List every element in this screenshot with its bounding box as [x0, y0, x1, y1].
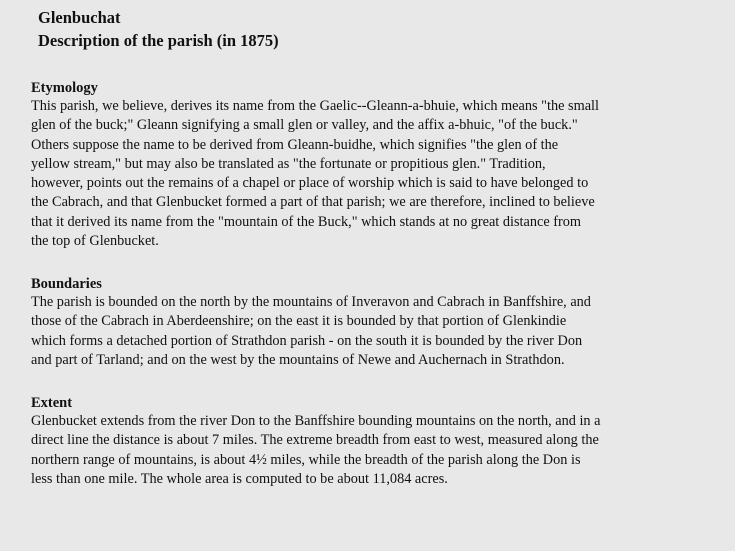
- section-boundaries: [31, 275, 721, 370]
- section-body-extent: Glenbucket extends from the river Don to the Banffshire bounding mountains on the north, and in a direct line the distance is about 7 miles. The extreme breadth from east to west, measured along the northern range of mountains, is about 4½ miles, while the breadth of the parish along the Don is less than one mile. The whole area is computed to be about 11,084 acres.: [31, 413, 601, 487]
- section-heading-etymology: Etymology: [31, 80, 98, 96]
- section-body-etymology: This parish, we believe, derives its name from the Gaelic--Gleann-a-bhuie, which means "the small glen of the buck;" Gleann signifying a small glen or valley, and the affix a-bhuic, "of the buck." Others suppose the name to be derived from Gleann-buidhe, which signifies "the glen of the yellow stream," but may also be translated as "the fortunate or propitious glen." Tradition, however, points out the remains of a chapel or place of worship which is said to have belonged to the Cabrach, and that Glenbucket formed a part of that parish; we are therefore, inclined to believe that it derived its name from the "mountain of the Buck," which stands at no great distance from the top of Glenbucket.: [31, 98, 599, 250]
- page-subtitle: Description of the parish (in 1875): [38, 31, 279, 50]
- page-title: Glenbuchat: [38, 8, 121, 27]
- section-etymology: [31, 79, 721, 251]
- section-heading-boundaries: Boundaries: [31, 276, 102, 292]
- section-extent: [31, 394, 721, 489]
- document-header: [38, 6, 279, 52]
- section-body-boundaries: The parish is bounded on the north by the mountains of Inveravon and Cabrach in Banffshire, and those of the Cabrach in Aberdeenshire; on the east it is bounded by that portion of Glenkindie which forms a detached portion of Strathdon parish - on the south it is bounded by the river Don and part of Tarland; and on the west by the mountains of Newe and Auchernach in Strathdon.: [31, 294, 591, 368]
- section-heading-extent: Extent: [31, 395, 73, 411]
